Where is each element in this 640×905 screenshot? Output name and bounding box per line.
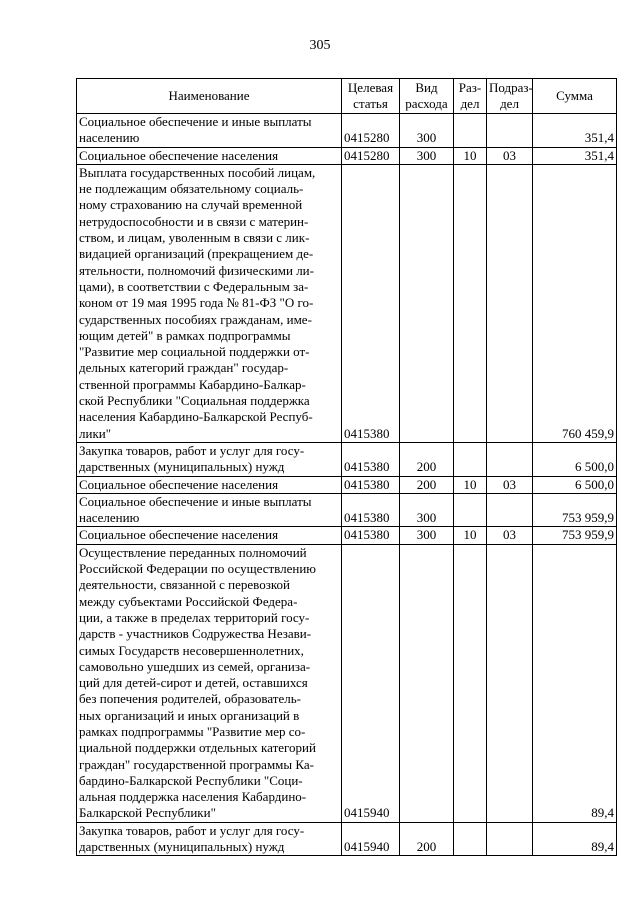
column-header-expense-type: Вид расхода (400, 79, 454, 114)
row-expense-type: 200 (400, 822, 454, 856)
row-name: Социальное обеспечение и иные выплаты населению (77, 114, 342, 148)
row-section (454, 114, 487, 148)
row-sum: 753 959,9 (533, 527, 617, 544)
table-row (77, 822, 617, 856)
row-article: 0415380 (342, 527, 400, 544)
row-section (454, 544, 487, 822)
row-article: 0415280 (342, 114, 400, 148)
row-section (454, 493, 487, 527)
row-expense-type: 300 (400, 147, 454, 164)
row-article: 0415380 (342, 476, 400, 493)
budget-table (76, 78, 617, 856)
row-expense-type: 300 (400, 527, 454, 544)
table-header-row (77, 79, 617, 114)
row-sum: 89,4 (533, 822, 617, 856)
row-section (454, 822, 487, 856)
row-subsection (487, 114, 533, 148)
table-row (77, 493, 617, 527)
row-article: 0415280 (342, 147, 400, 164)
row-article: 0415940 (342, 544, 400, 822)
row-name: Социальное обеспечение и иные выплаты населению (77, 493, 342, 527)
row-name: Закупка товаров, работ и услуг для госу- дарственных (муниципальных) нужд (77, 442, 342, 476)
row-subsection (487, 544, 533, 822)
row-name: Осуществление переданных полномочий Российской Федерации по осуществлению деятельности, связанной с перевозкой между субъектами Российской Федера- ции, а также в пределах территорий госу- дарств - участников Содружества Незави- симых Государств несовершеннолетних, самовольно ушедших из семей, организа- ций для детей-сирот и детей, оставшихся без попечения родителей, образователь- ных организаций и иных организаций в рамках подпрограммы "Развитие мер со- циальной поддержки отдельных категорий граждан" государственной программы Ка- бардино-Балкарской Республики "Соци- альная поддержка населения Кабардино- Балкарской Республики" (77, 544, 342, 822)
row-article: 0415940 (342, 822, 400, 856)
row-name: Закупка товаров, работ и услуг для госу- дарственных (муниципальных) нужд (77, 822, 342, 856)
row-subsection (487, 493, 533, 527)
row-section: 10 (454, 147, 487, 164)
row-subsection: 03 (487, 147, 533, 164)
row-sum: 351,4 (533, 147, 617, 164)
column-header-sum: Сумма (533, 79, 617, 114)
table-row (77, 114, 617, 148)
row-expense-type (400, 544, 454, 822)
column-header-target-article: Целевая статья (342, 79, 400, 114)
row-section (454, 442, 487, 476)
table-row (77, 164, 617, 442)
row-name: Выплата государственных пособий лицам, не подлежащим обязательному социаль- ному страхованию на случай временной нетрудоспособности и в связи с материн- ством, и лицам, уволенным в связи с лик- видацией организаций (прекращением де- ятельности, полномочий физическими ли- цами), в соответствии с Федеральным за- коном от 19 мая 1995 года № 81-ФЗ "О го- сударственных пособиях гражданам, име- ющим детей" в рамках подпрограммы "Развитие мер социальной поддержки от- дельных категорий граждан" государ- ственной программы Кабардино-Балкар- ской Республики "Социальная поддержка населения Кабардино-Балкарской Респуб- лики" (77, 164, 342, 442)
row-article: 0415380 (342, 493, 400, 527)
page-number: 305 (309, 38, 331, 53)
row-article: 0415380 (342, 164, 400, 442)
row-sum: 760 459,9 (533, 164, 617, 442)
table-row (77, 476, 617, 493)
row-sum: 753 959,9 (533, 493, 617, 527)
table-row (77, 544, 617, 822)
row-subsection: 03 (487, 527, 533, 544)
row-section (454, 164, 487, 442)
row-section: 10 (454, 527, 487, 544)
row-sum: 89,4 (533, 544, 617, 822)
row-expense-type: 300 (400, 493, 454, 527)
row-sum: 6 500,0 (533, 476, 617, 493)
column-header-subsection: Подраз- дел (487, 79, 533, 114)
column-header-section: Раз- дел (454, 79, 487, 114)
row-name: Социальное обеспечение населения (77, 147, 342, 164)
row-article: 0415380 (342, 442, 400, 476)
row-subsection (487, 164, 533, 442)
row-subsection: 03 (487, 476, 533, 493)
row-subsection (487, 442, 533, 476)
row-subsection (487, 822, 533, 856)
table-row (77, 442, 617, 476)
table-row (77, 527, 617, 544)
column-header-name: Наименование (77, 79, 342, 114)
row-section: 10 (454, 476, 487, 493)
row-name: Социальное обеспечение населения (77, 476, 342, 493)
row-sum: 351,4 (533, 114, 617, 148)
table-row (77, 147, 617, 164)
row-expense-type: 300 (400, 114, 454, 148)
row-expense-type: 200 (400, 442, 454, 476)
row-expense-type (400, 164, 454, 442)
row-name: Социальное обеспечение населения (77, 527, 342, 544)
row-expense-type: 200 (400, 476, 454, 493)
row-sum: 6 500,0 (533, 442, 617, 476)
